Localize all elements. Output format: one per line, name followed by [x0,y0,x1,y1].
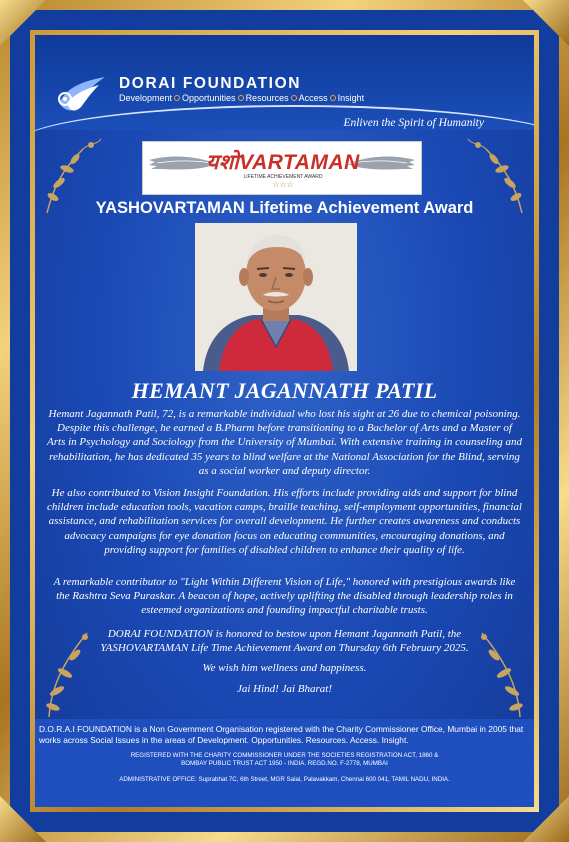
awardee-photo [195,223,357,371]
closing-line: Jai Hind! Jai Bharat! [236,683,332,695]
dorai-logo-icon [53,73,113,117]
awardee-portrait [195,223,357,371]
org-tagline [119,93,364,103]
wishes-line: We wish him wellness and happiness. [202,662,367,674]
tagline-item: Resources [245,93,289,103]
tagline-dot-icon [174,95,180,101]
contribution-paragraph: He also contributed to Vision Insight Foundation. His efforts include providing aids and support for blind children include education tools, vacation camps, braille teaching, self-employment opportunities, financial assistance, and rehabilitation services for overall development. He further creates awareness and conducts advocacy campaigns for eye donation focus on educating communities, encouraging donations, and providing support for families of disabled children to enhance their quality of life. [47,487,522,556]
tagline-item: Development [119,93,173,103]
registration-line: BOMBAY PUBLIC TRUST ACT 1950 - INDIA. REGD.NO. F-2778, MUMBAI [181,760,388,767]
tagline-dot-icon [330,95,336,101]
biography-paragraph: Hemant Jagannath Patil, 72, is a remarkable individual who lost his sight at 26 due to chemical poisoning. Despite this challenge, he earned a B.Pharm before transitioning to a Bachelor of Arts and a Master of Arts in Psychology and Sociology from the University of Mumbai. With extensive training in counseling and rehabilitation, he has dedicated 35 years to blind welfare at the National Association for the Blind, serving as a social worker and deputy director. [47,408,522,477]
honor-paragraph: DORAI FOUNDATION is honored to bestow upon Hemant Jagannath Patil, the YASHOVARTAMAN Life Time Achievement Award on Thursday 6th February 2025. [100,628,469,655]
footer [35,719,534,807]
recognition-paragraph: A remarkable contributor to "Light Within Different Vision of Life," honored with prestigious awards like the Rashtra Seva Puraskar. A beacon of hope, actively uplifting the disabled through leadership roles in esteemed organizations and founding impactful charitable trusts. [53,576,516,617]
footer-address: ADMINISTRATIVE OFFICE: Suprabhat 7C, 6th Street, MGR Salai, Palavakkam, Chennai 600 041, TAMIL NADU, INDIA. [119,776,450,783]
footer-registration [35,752,534,768]
award-banner [142,141,422,195]
award-stars-icon: ☆☆☆ [272,180,294,189]
footer-description: D.O.R.A.I FOUNDATION is a Non Government Organisation registered with the Charity Commissioner Office, Mumbai in 2005 that works across Social Issues in the areas of Development. Opportunities. Resources. Access. Insight. [39,724,524,745]
awardee-name: HEMANT JAGANNATH PATIL [131,378,438,403]
award-logo-subtitle: LIFETIME ACHIEVEMENT AWARD [243,174,323,180]
tagline-item: Insight [337,93,365,103]
award-heading: YASHOVARTAMAN Lifetime Achievement Award [95,199,474,217]
header-band [35,35,534,130]
org-name: DORAI FOUNDATION [119,75,302,92]
tagline-dot-icon [291,95,297,101]
tagline-item: Opportunities [182,93,236,103]
registration-line: REGISTERED WITH THE CHARITY COMMISSIONER UNDER THE SOCIETIES REGISTRATION ACT, 1860 & [130,752,439,759]
motto: Enliven the Spirit of Humanity [343,117,484,129]
certificate-panel [35,35,534,807]
award-logo-title: यशोVARTAMAN [206,151,360,174]
tagline-item: Access [298,93,328,103]
tagline-dot-icon [238,95,244,101]
